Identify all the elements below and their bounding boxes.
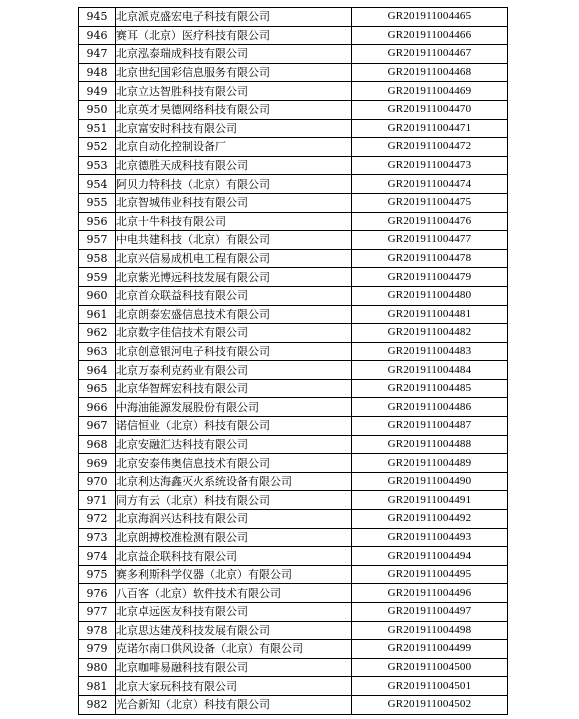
row-number-cell: 960: [79, 286, 116, 305]
company-name-cell: 北京华智辉宏科技有限公司: [116, 379, 352, 398]
company-name-cell: 北京世纪国彩信息服务有限公司: [116, 63, 352, 82]
company-name-cell: 北京利达海鑫灭火系统设备有限公司: [116, 472, 352, 491]
table-row: [79, 565, 508, 584]
certificate-number-cell: GR201911004487: [352, 417, 508, 436]
row-number-cell: 948: [79, 63, 116, 82]
certificate-number-cell: GR201911004488: [352, 435, 508, 454]
certificate-number-cell: GR201911004469: [352, 82, 508, 101]
company-name-cell: 北京立达智胜科技有限公司: [116, 82, 352, 101]
table-row: [79, 398, 508, 417]
certificate-number-cell: GR201911004480: [352, 286, 508, 305]
certificate-number-cell: GR201911004468: [352, 63, 508, 82]
row-number-cell: 965: [79, 379, 116, 398]
row-number-cell: 958: [79, 249, 116, 268]
row-number-cell: 967: [79, 417, 116, 436]
certificate-number-cell: GR201911004502: [352, 695, 508, 714]
table-row: [79, 138, 508, 157]
row-number-cell: 979: [79, 640, 116, 659]
table-row: [79, 175, 508, 194]
certificate-number-cell: GR201911004483: [352, 342, 508, 361]
company-name-cell: 北京德胜天成科技有限公司: [116, 156, 352, 175]
certificate-number-cell: GR201911004471: [352, 119, 508, 138]
table-row: [79, 695, 508, 714]
company-name-cell: 光合新知（北京）科技有限公司: [116, 695, 352, 714]
table-row: [79, 677, 508, 696]
company-name-cell: 同方有云（北京）科技有限公司: [116, 491, 352, 510]
certificate-number-cell: GR201911004484: [352, 361, 508, 380]
row-number-cell: 972: [79, 510, 116, 529]
certificate-number-cell: GR201911004478: [352, 249, 508, 268]
company-name-cell: 北京紫光博远科技发展有限公司: [116, 268, 352, 287]
certificate-number-cell: GR201911004467: [352, 45, 508, 64]
company-name-cell: 北京十牛科技有限公司: [116, 212, 352, 231]
table-row: [79, 231, 508, 250]
company-name-cell: 北京富安时科技有限公司: [116, 119, 352, 138]
row-number-cell: 954: [79, 175, 116, 194]
table-row: [79, 26, 508, 45]
row-number-cell: 963: [79, 342, 116, 361]
table-row: [79, 156, 508, 175]
company-name-cell: 北京派克盛宏电子科技有限公司: [116, 8, 352, 27]
table-row: [79, 193, 508, 212]
company-name-cell: 北京万泰利克药业有限公司: [116, 361, 352, 380]
company-name-cell: 赛多利斯科学仪器（北京）有限公司: [116, 565, 352, 584]
table-row: [79, 63, 508, 82]
row-number-cell: 957: [79, 231, 116, 250]
row-number-cell: 978: [79, 621, 116, 640]
certificate-number-cell: GR201911004500: [352, 658, 508, 677]
company-name-cell: 克诺尔南口供风设备（北京）有限公司: [116, 640, 352, 659]
table-row: [79, 361, 508, 380]
company-name-cell: 北京思达建茂科技发展有限公司: [116, 621, 352, 640]
company-name-cell: 北京泓泰瑞成科技有限公司: [116, 45, 352, 64]
table-row: [79, 603, 508, 622]
table-row: [79, 510, 508, 529]
company-name-cell: 八百客（北京）软件技术有限公司: [116, 584, 352, 603]
row-number-cell: 966: [79, 398, 116, 417]
certificate-number-cell: GR201911004470: [352, 100, 508, 119]
row-number-cell: 974: [79, 547, 116, 566]
table-row: [79, 528, 508, 547]
table-row: [79, 268, 508, 287]
row-number-cell: 961: [79, 305, 116, 324]
table-row: [79, 547, 508, 566]
certificate-number-cell: GR201911004496: [352, 584, 508, 603]
table-row: [79, 45, 508, 64]
row-number-cell: 953: [79, 156, 116, 175]
certificate-number-cell: GR201911004466: [352, 26, 508, 45]
row-number-cell: 975: [79, 565, 116, 584]
table-row: [79, 100, 508, 119]
company-name-cell: 中电共建科技（北京）有限公司: [116, 231, 352, 250]
company-name-cell: 北京创意银河电子科技有限公司: [116, 342, 352, 361]
row-number-cell: 982: [79, 695, 116, 714]
company-name-cell: 北京自动化控制设备厂: [116, 138, 352, 157]
company-name-cell: 北京安融汇达科技有限公司: [116, 435, 352, 454]
certificate-number-cell: GR201911004475: [352, 193, 508, 212]
company-name-cell: 北京卓远医友科技有限公司: [116, 603, 352, 622]
row-number-cell: 977: [79, 603, 116, 622]
company-name-cell: 北京咖啡易融科技有限公司: [116, 658, 352, 677]
table-row: [79, 658, 508, 677]
certificate-number-cell: GR201911004481: [352, 305, 508, 324]
company-name-cell: 阿贝力特科技（北京）有限公司: [116, 175, 352, 194]
company-name-cell: 赛耳（北京）医疗科技有限公司: [116, 26, 352, 45]
certificate-number-cell: GR201911004498: [352, 621, 508, 640]
table-row: [79, 342, 508, 361]
company-name-cell: 北京首众联益科技有限公司: [116, 286, 352, 305]
company-name-cell: 北京兴信易成机电工程有限公司: [116, 249, 352, 268]
certificate-number-cell: GR201911004494: [352, 547, 508, 566]
certificate-number-cell: GR201911004485: [352, 379, 508, 398]
row-number-cell: 952: [79, 138, 116, 157]
row-number-cell: 964: [79, 361, 116, 380]
table-row: [79, 379, 508, 398]
table-row: [79, 454, 508, 473]
certificate-number-cell: GR201911004492: [352, 510, 508, 529]
row-number-cell: 946: [79, 26, 116, 45]
company-name-cell: 北京数字佳信技术有限公司: [116, 324, 352, 343]
certificate-number-cell: GR201911004479: [352, 268, 508, 287]
table-row: [79, 119, 508, 138]
row-number-cell: 959: [79, 268, 116, 287]
table-row: [79, 584, 508, 603]
certificate-number-cell: GR201911004489: [352, 454, 508, 473]
certificate-number-cell: GR201911004472: [352, 138, 508, 157]
company-name-cell: 北京大家玩科技有限公司: [116, 677, 352, 696]
certificate-number-cell: GR201911004482: [352, 324, 508, 343]
company-name-cell: 北京益企联科技有限公司: [116, 547, 352, 566]
table-row: [79, 305, 508, 324]
row-number-cell: 947: [79, 45, 116, 64]
company-name-cell: 北京朗泰宏盛信息技术有限公司: [116, 305, 352, 324]
table-row: [79, 249, 508, 268]
certificate-number-cell: GR201911004495: [352, 565, 508, 584]
row-number-cell: 970: [79, 472, 116, 491]
table-body: [79, 8, 508, 715]
certificate-number-cell: GR201911004493: [352, 528, 508, 547]
company-name-cell: 诺信恒业（北京）科技有限公司: [116, 417, 352, 436]
table-row: [79, 212, 508, 231]
row-number-cell: 955: [79, 193, 116, 212]
table-row: [79, 621, 508, 640]
certificate-number-cell: GR201911004473: [352, 156, 508, 175]
row-number-cell: 951: [79, 119, 116, 138]
company-name-cell: 北京智城伟业科技有限公司: [116, 193, 352, 212]
table-row: [79, 435, 508, 454]
row-number-cell: 980: [79, 658, 116, 677]
row-number-cell: 981: [79, 677, 116, 696]
certificate-number-cell: GR201911004490: [352, 472, 508, 491]
company-name-cell: 北京英才昊德网络科技有限公司: [116, 100, 352, 119]
table-row: [79, 286, 508, 305]
certificate-number-cell: GR201911004491: [352, 491, 508, 510]
row-number-cell: 950: [79, 100, 116, 119]
certificate-number-cell: GR201911004476: [352, 212, 508, 231]
certificate-number-cell: GR201911004497: [352, 603, 508, 622]
row-number-cell: 971: [79, 491, 116, 510]
row-number-cell: 956: [79, 212, 116, 231]
table-row: [79, 491, 508, 510]
row-number-cell: 973: [79, 528, 116, 547]
row-number-cell: 962: [79, 324, 116, 343]
certificate-number-cell: GR201911004501: [352, 677, 508, 696]
certificate-number-cell: GR201911004499: [352, 640, 508, 659]
company-certificate-table: [78, 7, 508, 715]
row-number-cell: 969: [79, 454, 116, 473]
table-row: [79, 8, 508, 27]
row-number-cell: 949: [79, 82, 116, 101]
certificate-number-cell: GR201911004477: [352, 231, 508, 250]
row-number-cell: 945: [79, 8, 116, 27]
row-number-cell: 968: [79, 435, 116, 454]
certificate-number-cell: GR201911004465: [352, 8, 508, 27]
company-name-cell: 中海油能源发展股份有限公司: [116, 398, 352, 417]
row-number-cell: 976: [79, 584, 116, 603]
company-name-cell: 北京海润兴达科技有限公司: [116, 510, 352, 529]
table-row: [79, 417, 508, 436]
table-row: [79, 640, 508, 659]
table-row: [79, 324, 508, 343]
table-row: [79, 472, 508, 491]
certificate-number-cell: GR201911004474: [352, 175, 508, 194]
table-row: [79, 82, 508, 101]
certificate-number-cell: GR201911004486: [352, 398, 508, 417]
company-name-cell: 北京安泰伟奥信息技术有限公司: [116, 454, 352, 473]
company-name-cell: 北京朗搏校准检测有限公司: [116, 528, 352, 547]
